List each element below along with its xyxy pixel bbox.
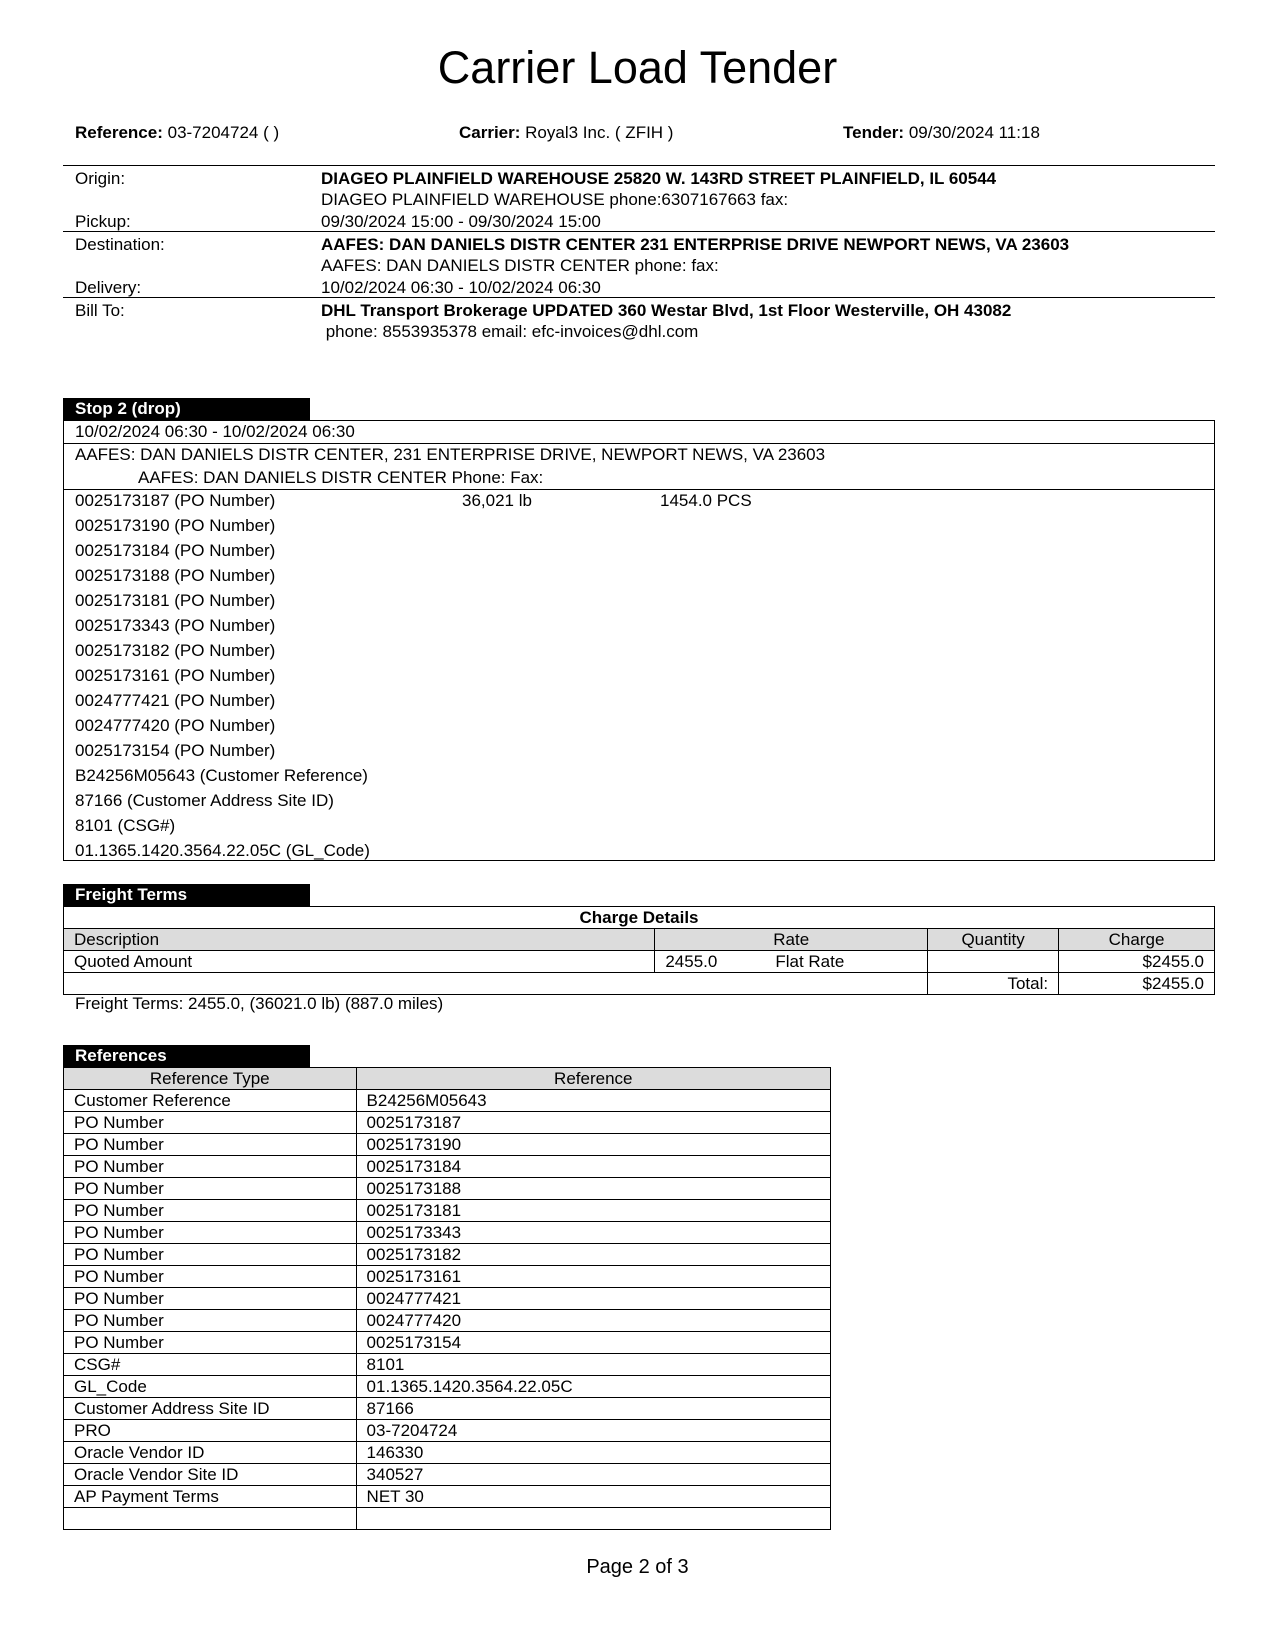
table-row [64,1398,831,1420]
total-row [64,973,1215,995]
tender-value: 09/30/2024 11:18 [908,123,1040,142]
table-row [64,1310,831,1332]
reference-type: Oracle Vendor ID [64,1442,357,1464]
reference-value: 0024777420 [356,1310,830,1332]
reference-value: 03-7204724 ( ) [167,123,280,142]
tender-field [843,123,1040,143]
table-row [64,1376,831,1398]
pickup-window: 09/30/2024 15:00 - 09/30/2024 15:00 [321,212,601,231]
references-header: References [63,1045,310,1067]
reference-type: Customer Reference [64,1090,357,1112]
list-item: 0025173184 (PO Number) [75,541,276,560]
reference-value: 0025173161 [356,1266,830,1288]
references-table [63,1067,831,1530]
reference-value: 0025173190 [356,1134,830,1156]
charge-details-table [63,906,1215,995]
column-header: Reference [356,1068,830,1090]
table-row [64,1354,831,1376]
carrier-label: Carrier: [459,123,521,142]
reference-value: 146330 [356,1442,830,1464]
list-item: 0025173154 (PO Number) [75,741,276,760]
stop-address: AAFES: DAN DANIELS DISTR CENTER, 231 ENTERPRISE DRIVE, NEWPORT NEWS, VA 23603 [75,445,826,464]
table-row [64,1508,831,1530]
divider [63,165,1215,166]
carrier-value: Royal3 Inc. ( ZFIH ) [525,123,674,142]
column-header: Description [64,929,655,951]
table-row [64,1200,831,1222]
billto-contact: phone: 8553935378 email: efc-invoices@dhl.com [321,322,699,341]
origin-label: Origin: [75,169,126,188]
reference-value: 0025173343 [356,1222,830,1244]
freight-terms-summary: Freight Terms: 2455.0, (36021.0 lb) (887.0 miles) [75,994,444,1013]
divider [63,231,1215,232]
list-item: B24256M05643 (Customer Reference) [75,766,368,785]
table-row [64,1156,831,1178]
delivery-window: 10/02/2024 06:30 - 10/02/2024 06:30 [321,278,601,297]
reference-value: 0024777421 [356,1288,830,1310]
pickup-label: Pickup: [75,212,131,231]
table-row [64,1266,831,1288]
list-item: 01.1365.1420.3564.22.05C (GL_Code) [75,841,370,860]
reference-type: PO Number [64,1222,357,1244]
table-row [64,1222,831,1244]
total-spacer [64,973,928,995]
charge-amount: $2455.0 [1059,951,1215,973]
reference-type: CSG# [64,1354,357,1376]
list-item: 0024777420 (PO Number) [75,716,276,735]
table-row [64,1442,831,1464]
billto-address: DHL Transport Brokerage UPDATED 360 Westar Blvd, 1st Floor Westerville, OH 43082 [321,301,1012,320]
delivery-label: Delivery: [75,278,142,297]
reference-value: 87166 [356,1398,830,1420]
table-row [64,1288,831,1310]
list-item: 0024777421 (PO Number) [75,691,276,710]
column-header: Charge [1059,929,1215,951]
reference-type: PO Number [64,1310,357,1332]
divider [64,443,1214,444]
table-row [64,1244,831,1266]
table-row [64,1464,831,1486]
table-header-row [64,1068,831,1090]
page-number: Page 2 of 3 [586,1556,689,1578]
reference-type: PRO [64,1420,357,1442]
stop-items-list [75,488,370,863]
table-row [64,1332,831,1354]
charge-description: Quoted Amount [64,951,655,973]
tender-label: Tender: [843,123,905,142]
reference-type: GL_Code [64,1376,357,1398]
charge-rate-type: Flat Rate [775,951,845,971]
total-value: $2455.0 [1059,973,1215,995]
charge-rate: 2455.0 [665,951,718,971]
reference-type: PO Number [64,1332,357,1354]
reference-value: 03-7204724 [356,1420,830,1442]
list-item: 0025173161 (PO Number) [75,666,276,685]
reference-type: PO Number [64,1156,357,1178]
list-item: 0025173181 (PO Number) [75,591,276,610]
reference-value [356,1508,830,1530]
reference-value: 340527 [356,1464,830,1486]
stop-header: Stop 2 (drop) [63,398,310,420]
origin-address: DIAGEO PLAINFIELD WAREHOUSE 25820 W. 143RD STREET PLAINFIELD, IL 60544 [321,169,997,188]
reference-type: AP Payment Terms [64,1486,357,1508]
stop-pieces: 1454.0 PCS [660,491,752,510]
reference-label: Reference: [75,123,163,142]
document-title: Carrier Load Tender [437,42,838,93]
reference-type [64,1508,357,1530]
reference-field [75,123,279,143]
stop-contact: AAFES: DAN DANIELS DISTR CENTER Phone: Fax: [138,468,544,487]
table-row [64,1090,831,1112]
destination-label: Destination: [75,235,165,254]
reference-value: 0025173187 [356,1112,830,1134]
list-item: 0025173190 (PO Number) [75,516,276,535]
reference-type: PO Number [64,1266,357,1288]
table-row [64,1486,831,1508]
reference-type: Oracle Vendor Site ID [64,1464,357,1486]
list-item: 0025173188 (PO Number) [75,566,276,585]
charge-details-title: Charge Details [64,907,1215,929]
stop-time: 10/02/2024 06:30 - 10/02/2024 06:30 [75,422,355,441]
divider [63,297,1215,298]
freight-terms-header: Freight Terms [63,884,310,906]
reference-value: 0025173154 [356,1332,830,1354]
table-row [64,1112,831,1134]
reference-value: 0025173184 [356,1156,830,1178]
total-label: Total: [928,973,1059,995]
carrier-field [459,123,673,143]
reference-value: B24256M05643 [356,1090,830,1112]
reference-value: 0025173181 [356,1200,830,1222]
reference-type: PO Number [64,1200,357,1222]
reference-type: PO Number [64,1288,357,1310]
origin-contact: DIAGEO PLAINFIELD WAREHOUSE phone:6307167663 fax: [321,190,789,209]
column-header: Rate [655,929,928,951]
destination-address: AAFES: DAN DANIELS DISTR CENTER 231 ENTERPRISE DRIVE NEWPORT NEWS, VA 23603 [321,235,1070,254]
charge-rate-cell [655,951,928,973]
reference-type: PO Number [64,1178,357,1200]
list-item: 0025173182 (PO Number) [75,641,276,660]
table-header-row [64,929,1215,951]
reference-type: PO Number [64,1134,357,1156]
reference-value: 8101 [356,1354,830,1376]
list-item: 0025173343 (PO Number) [75,616,276,635]
table-row [64,951,1215,973]
column-header: Quantity [928,929,1059,951]
table-row [64,1420,831,1442]
charge-quantity [928,951,1059,973]
reference-value: 0025173182 [356,1244,830,1266]
billto-label: Bill To: [75,301,125,320]
reference-value: 01.1365.1420.3564.22.05C [356,1376,830,1398]
table-row [64,1134,831,1156]
list-item: 0025173187 (PO Number) [75,491,276,510]
reference-type: Customer Address Site ID [64,1398,357,1420]
column-header: Reference Type [64,1068,357,1090]
reference-type: PO Number [64,1244,357,1266]
list-item: 87166 (Customer Address Site ID) [75,791,334,810]
list-item: 8101 (CSG#) [75,816,176,835]
reference-value: 0025173188 [356,1178,830,1200]
reference-type: PO Number [64,1112,357,1134]
stop-weight: 36,021 lb [462,491,532,510]
table-row [64,1178,831,1200]
reference-value: NET 30 [356,1486,830,1508]
destination-contact: AAFES: DAN DANIELS DISTR CENTER phone: fax: [321,256,719,275]
